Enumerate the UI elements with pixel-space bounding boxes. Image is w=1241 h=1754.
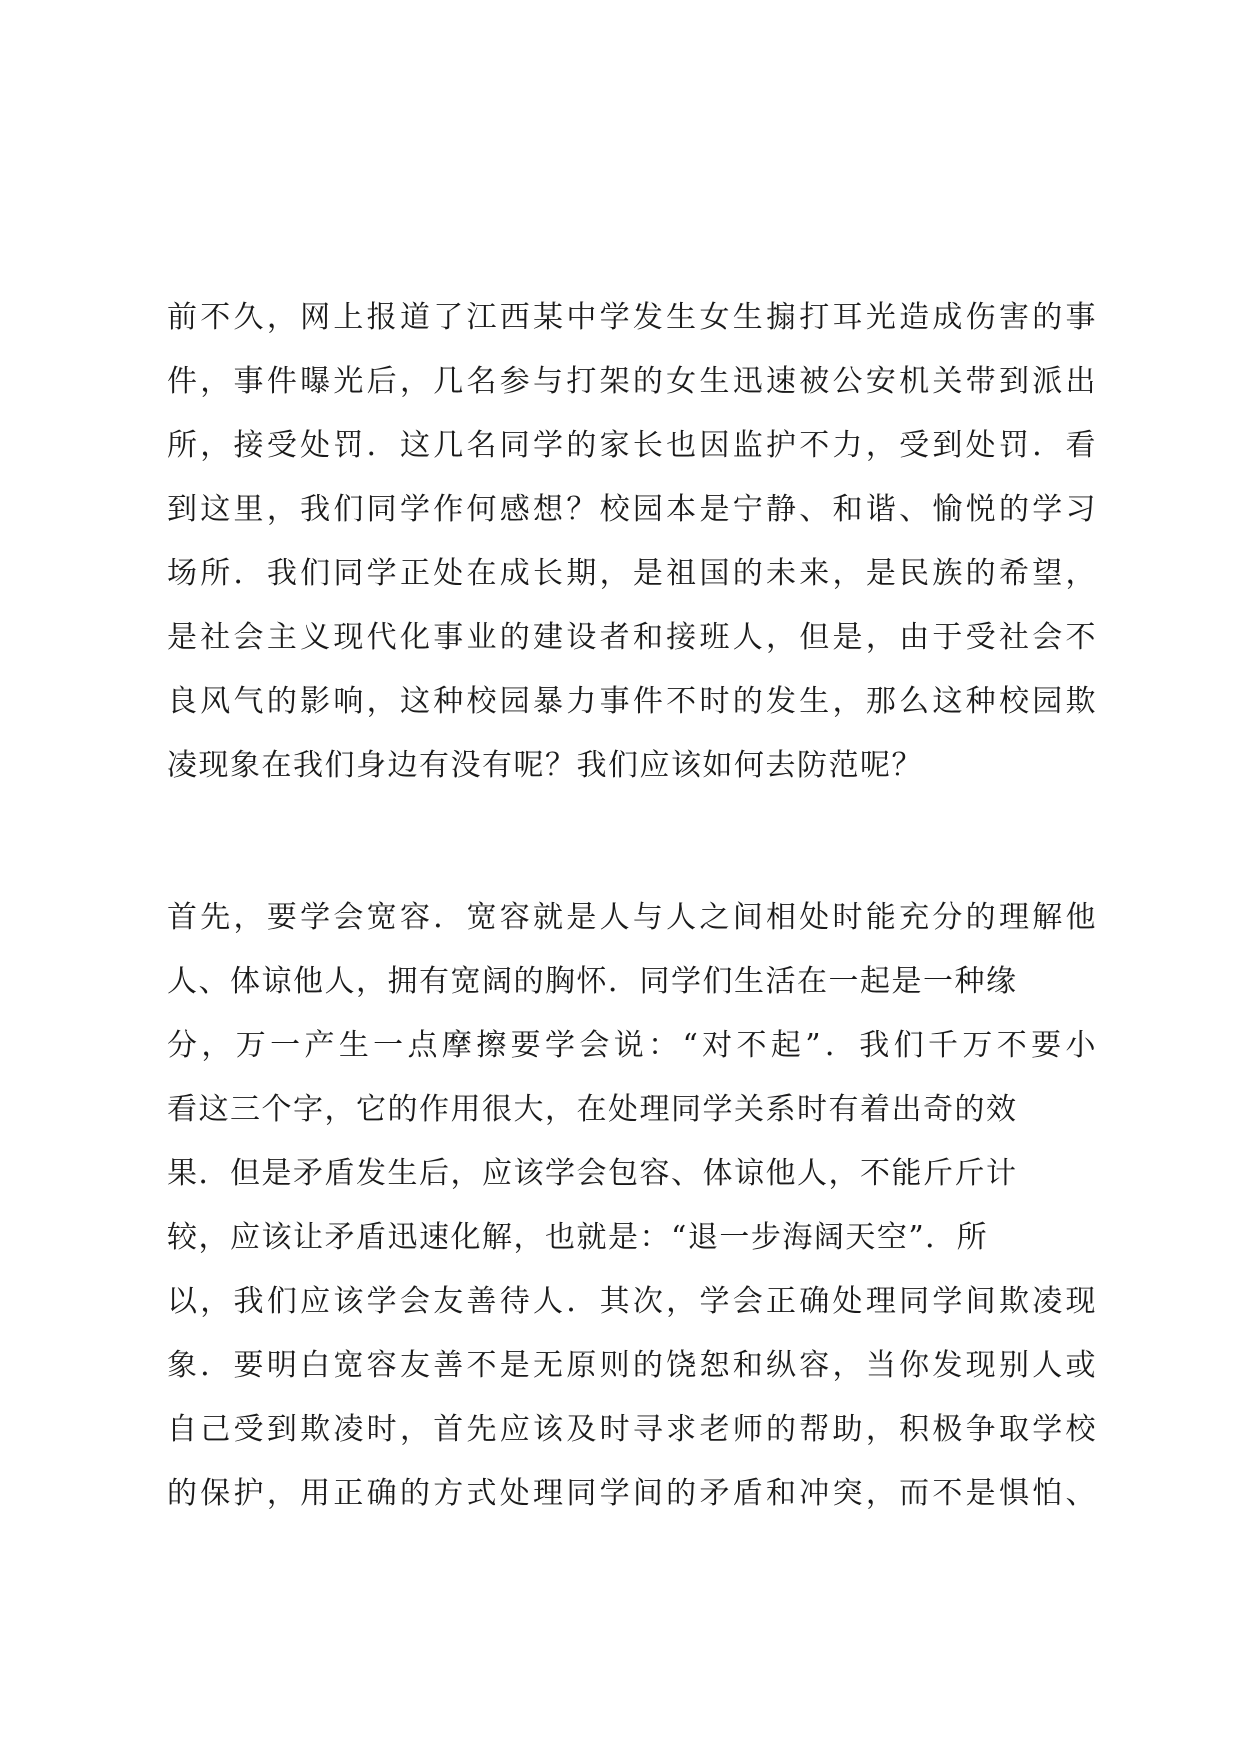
text-line: 果．但是矛盾发生后，应该学会包容、体谅他人，不能斤斤计 bbox=[167, 1156, 1018, 1191]
text-line: 人、体谅他人，拥有宽阔的胸怀．同学们生活在一起是一种缘 bbox=[167, 964, 1018, 999]
paragraph-intro bbox=[167, 286, 1097, 798]
text-line: 良风气的影响，这种校园暴力事件不时的发生，那么这种校园欺 bbox=[167, 684, 1097, 719]
text-line: 凌现象在我们身边有没有呢？我们应该如何去防范呢？ bbox=[167, 748, 923, 783]
text-line: 较，应该让矛盾迅速化解，也就是：“退一步海阔天空”．所 bbox=[167, 1220, 989, 1255]
text-line: 象．要明白宽容友善不是无原则的饶恕和纵容，当你发现别人或 bbox=[167, 1348, 1097, 1383]
text-line: 以，我们应该学会友善待人．其次，学会正确处理同学间欺凌现 bbox=[167, 1284, 1097, 1319]
text-line: 看这三个字，它的作用很大，在处理同学关系时有着出奇的效 bbox=[167, 1092, 1018, 1127]
text-line: 所，接受处罚．这几名同学的家长也因监护不力，受到处罚．看 bbox=[167, 428, 1097, 463]
text-line: 到这里，我们同学作何感想？校园本是宁静、和谐、愉悦的学习 bbox=[167, 492, 1097, 527]
text-line: 分，万一产生一点摩擦要学会说：“对不起”．我们千万不要小 bbox=[167, 1028, 1097, 1063]
text-line: 件，事件曝光后，几名参与打架的女生迅速被公安机关带到派出 bbox=[167, 364, 1097, 399]
text-line: 的保护，用正确的方式处理同学间的矛盾和冲突，而不是惧怕、 bbox=[167, 1476, 1097, 1511]
text-line: 是社会主义现代化事业的建设者和接班人，但是，由于受社会不 bbox=[167, 620, 1097, 655]
text-line: 自己受到欺凌时，首先应该及时寻求老师的帮助，积极争取学校 bbox=[167, 1412, 1097, 1447]
paragraph-advice bbox=[167, 886, 1097, 1526]
text-line: 首先，要学会宽容．宽容就是人与人之间相处时能充分的理解他 bbox=[167, 900, 1097, 935]
text-line: 场所．我们同学正处在成长期，是祖国的未来，是民族的希望， bbox=[167, 556, 1097, 591]
text-line: 前不久，网上报道了江西某中学发生女生搧打耳光造成伤害的事 bbox=[167, 300, 1097, 335]
